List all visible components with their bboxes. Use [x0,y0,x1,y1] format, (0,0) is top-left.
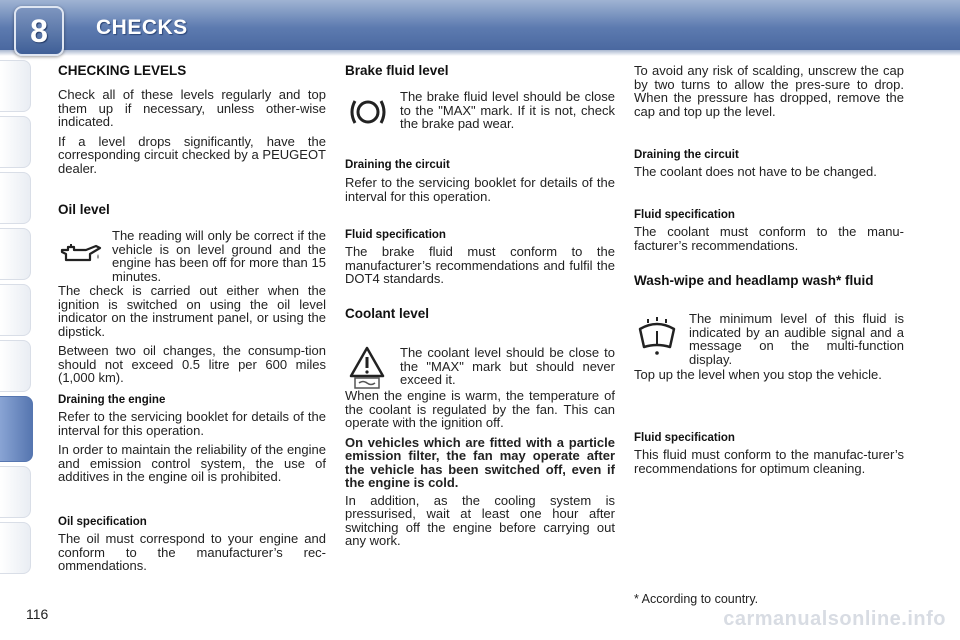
coolant-warning-icon [349,346,385,390]
checking-levels-heading: CHECKING LEVELS [58,63,187,78]
chapter-tab-8-active[interactable] [0,396,33,462]
chapter-tab-3[interactable] [0,172,31,224]
brake-specification-heading: Fluid specification [345,229,446,241]
wash-specification-heading: Fluid specification [634,432,735,444]
chapter-tab-4[interactable] [0,228,31,280]
footnote: * According to country. [634,592,759,606]
wash-specification-paragraph: This fluid must conform to the manufac-turer’s recommendations for optimum cleaning. [634,447,904,476]
wash-paragraph: Top up the level when you stop the vehicle. [634,367,882,382]
page-title: CHECKS [96,16,188,39]
washer-fluid-icon [636,317,678,357]
coolant-level-heading: Coolant level [345,306,430,321]
draining-paragraph-2: In order to maintain the reliability of the engine and emission control system, the use of additives in the engine oil is prohibited. [58,442,326,484]
intro-paragraph-2: If a level drops significantly, have the corresponding circuit checked by a PEUGEOT dealer. [58,133,326,176]
coolant-draining-paragraph: The coolant does not have to be changed. [634,164,877,179]
oil-level-heading: Oil level [58,202,110,217]
brake-warning-icon [347,96,389,128]
oil-can-icon [58,238,104,268]
chapter-tab-1[interactable] [0,60,31,112]
coolant-icon-text: The coolant level should be close to the "MAX" mark but should never exceed it. [400,345,615,387]
coolant-paragraph-2: In addition, as the cooling system is pressurised, wait at least one hour after switching off the engine before carrying out any work. [345,492,615,548]
coolant-warning-paragraph: On vehicles which are fitted with a particle emission filter, the fan may operate after the vehicle has been switched off, even if the engine is cold. [345,434,615,490]
brake-draining-heading: Draining the circuit [345,159,450,171]
oil-specification-heading: Oil specification [58,516,147,528]
brake-draining-paragraph: Refer to the servicing booklet for details of the interval for this operation. [345,175,615,204]
watermark: carmanualsonline.info [723,608,946,630]
wash-icon-text: The minimum level of this fluid is indicated by an audible signal and a message on the multi-function display. [689,311,904,367]
brake-icon-text: The brake fluid level should be close to the "MAX" mark. If it is not, check the brake pad wear. [400,89,615,131]
oil-specification-paragraph: The oil must correspond to your engine and conform to the manufacturer’s rec-ommendations. [58,531,326,573]
oil-paragraph-2: Between two oil changes, the consump-tion should not exceed 0.5 litre per 600 miles (1,000 km). [58,343,326,385]
coolant-specification-paragraph: The coolant must conform to the manu-facturer’s recommendations. [634,224,904,253]
wash-wipe-heading: Wash-wipe and headlamp wash* fluid [634,273,874,288]
draining-paragraph-1: Refer to the servicing booklet for details of the interval for this operation. [58,409,326,438]
chapter-tab-9[interactable] [0,466,31,518]
chapter-badge [14,6,64,56]
coolant-paragraph-1: When the engine is warm, the temperature of the coolant is regulated by the fan. This can operate with the ignition off. [345,388,615,430]
oil-paragraph-1: The check is carried out either when the ignition is switched on using the oil level indicator on the instrument panel, or using the dipstick. [58,283,326,339]
intro-paragraph-1: Check all of these levels regularly and top them up if necessary, unless other-wise indicated. [58,87,326,129]
chapter-tab-6[interactable] [0,340,31,392]
oil-icon-text: The reading will only be correct if the vehicle is on level ground and the engine has been off for more than 15 minutes. [112,228,326,284]
brake-fluid-heading: Brake fluid level [345,63,449,78]
chapter-number: 8 [30,12,48,49]
page-number: 116 [26,606,49,622]
chapter-tab-10[interactable] [0,522,31,574]
chapter-tabs [0,60,34,580]
coolant-draining-heading: Draining the circuit [634,149,739,161]
draining-engine-heading: Draining the engine [58,394,166,406]
coolant-specification-heading: Fluid specification [634,209,735,221]
header-shadow [0,50,960,56]
brake-specification-paragraph: The brake fluid must conform to the manufacturer’s recommendations and fulfil the DOT4 standards. [345,244,615,286]
scalding-paragraph: To avoid any risk of scalding, unscrew the cap by two turns to allow the pres-sure to drop. When the pressure has dropped, remove the cap and top up the level. [634,63,904,119]
chapter-tab-2[interactable] [0,116,31,168]
chapter-tab-5[interactable] [0,284,31,336]
